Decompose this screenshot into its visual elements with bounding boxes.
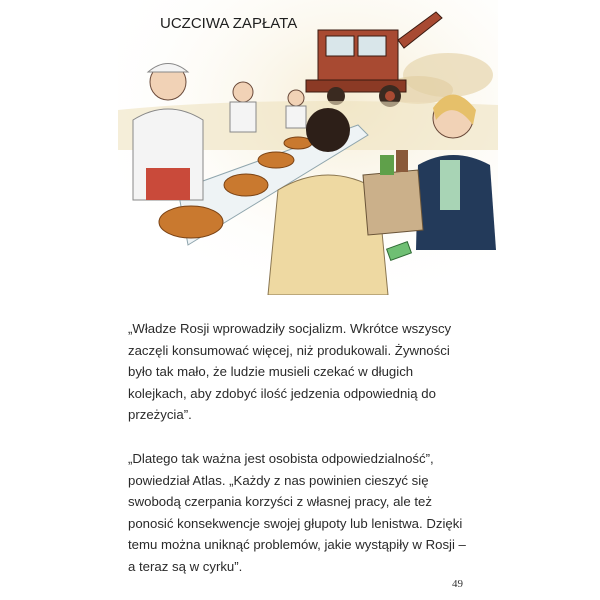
- text-line: powiedział Atlas. „Każdy z nas powinien cieszyć się: [128, 472, 429, 488]
- text-line: było tak mało, że ludzie musieli czekać w długich: [128, 364, 414, 379]
- text-line: przeżycia”.: [128, 407, 192, 422]
- text-line: ponosić konsekwencje swojej głupoty lub lenistwa. Dzięki: [128, 515, 463, 531]
- text-line: zaczęli konsumować więcej, niż produkowali. Żywności: [128, 342, 450, 358]
- text-line: „Dlatego tak ważna jest osobista odpowiedzialność”,: [128, 451, 434, 466]
- paragraph-2: [128, 448, 468, 577]
- page-number: 49: [452, 578, 463, 590]
- text-line: a teraz są w cyrku”.: [128, 558, 243, 574]
- paragraph-1: [128, 318, 468, 426]
- illustration-title: UCZCIWA ZAPŁATA: [160, 15, 298, 32]
- text-line: „Władze Rosji wprowadziły socjalizm. Wkrótce wszyscy: [128, 321, 452, 336]
- text-line: swobodą czerpania korzyści z własnej pracy, ale też: [128, 494, 432, 509]
- text-line: temu można uniknąć problemów, jakie wystąpiły w Rosji –: [128, 537, 466, 552]
- illustration: [118, 0, 498, 295]
- text-line: kolejkach, aby zdobyć ilość jedzenia odpowiednią do: [128, 385, 436, 401]
